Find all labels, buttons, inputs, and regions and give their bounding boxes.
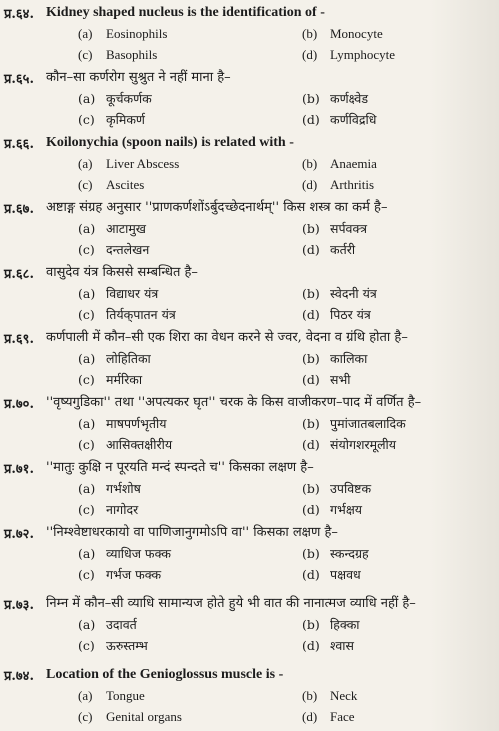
option-text: पिठर यंत्र: [330, 307, 371, 322]
option-text: Anaemia: [330, 156, 377, 171]
option-label: (d): [302, 372, 320, 387]
question-text: वासुदेव यंत्र किससे सम्बन्धित है–: [46, 265, 198, 280]
question-number: प्र.७३.: [4, 598, 34, 613]
option-text: Face: [330, 709, 355, 724]
option-label: (a): [78, 481, 96, 496]
option-d: [302, 371, 350, 389]
option-text: स्कन्दग्रह: [330, 546, 369, 561]
option-text: दन्तलेखन: [106, 242, 150, 257]
option-text: ऊरुस्तम्भ: [106, 638, 148, 653]
option-label: (d): [302, 242, 320, 257]
question-text: ''निम्श्वेष्टाधरकायो वा पाणिजानुगमोऽपि वा'' किसका लक्षण है–: [46, 525, 338, 540]
option-d: [302, 111, 376, 129]
option-a: [78, 480, 141, 498]
option-label: (b): [302, 546, 320, 561]
option-text: Ascites: [106, 177, 145, 192]
option-text: उपविष्टक: [330, 481, 372, 496]
option-d: [302, 501, 362, 519]
option-label: (c): [78, 242, 95, 257]
option-d: [302, 306, 371, 324]
option-text: कृमिकर्ण: [106, 112, 145, 127]
question-text: कर्णपाली में कौन–सी एक शिरा का वेधन करने से ज्वर, वेदना व ग्रंथि होता है–: [46, 330, 408, 345]
option-text: कर्तरी: [330, 242, 356, 257]
option-text: श्वास: [330, 638, 354, 653]
option-text: पुमांजातबलादिक: [330, 416, 406, 431]
option-label: (c): [78, 638, 95, 653]
option-label: (c): [78, 177, 93, 192]
option-label: (d): [302, 47, 318, 62]
option-c: [78, 371, 142, 389]
option-a: [78, 220, 146, 238]
option-c: [78, 566, 161, 584]
question-number: प्र.७४.: [4, 669, 34, 684]
option-text: सभी: [330, 372, 351, 387]
option-text: संयोगशरमूलीय: [330, 437, 397, 452]
option-label: (d): [302, 307, 320, 322]
option-c: [78, 176, 144, 194]
option-b: [302, 350, 367, 368]
option-label: (b): [302, 286, 320, 301]
option-text: आसिक्तक्षीरीय: [106, 437, 173, 452]
question-text: ''मातुः कुक्षि न पूरयति मन्दं स्पन्दते च'' किसका लक्षण है–: [46, 460, 314, 475]
option-a: [78, 545, 171, 563]
option-text: Eosinophils: [106, 26, 168, 41]
question-64: [0, 4, 499, 68]
option-label: (a): [78, 156, 93, 171]
option-label: (b): [302, 156, 318, 171]
question-number: प्र.६६.: [4, 137, 34, 152]
option-label: (d): [302, 437, 320, 452]
option-a: [78, 687, 145, 705]
option-b: [302, 480, 371, 498]
option-text: कर्णविद्रधि: [330, 112, 377, 127]
option-d: [302, 176, 374, 194]
option-label: (d): [302, 502, 320, 517]
option-c: [78, 708, 182, 726]
question-65: [0, 69, 499, 133]
question-text: अष्टाङ्ग संग्रह अनुसार ''प्राणकर्णशोंऽर्बुदच्छेदनार्थम्'' किस शस्त्र का कर्म है–: [46, 200, 388, 215]
question-67: [0, 199, 499, 263]
option-d: [302, 637, 354, 655]
option-b: [302, 687, 357, 705]
question-70: [0, 394, 499, 458]
option-b: [302, 415, 406, 433]
option-text: Neck: [330, 688, 358, 703]
option-text: व्याधिज फक्क: [106, 546, 171, 561]
question-number: प्र.६७.: [4, 202, 34, 217]
option-text: गर्भशोष: [106, 481, 141, 496]
option-c: [78, 436, 172, 454]
option-b: [302, 616, 360, 634]
option-text: कूर्चकर्णक: [106, 91, 152, 106]
option-text: पक्षवध: [330, 567, 361, 582]
option-label: (c): [78, 709, 93, 724]
question-69: [0, 329, 499, 393]
option-label: (b): [302, 221, 320, 236]
option-c: [78, 46, 157, 64]
option-label: (a): [78, 416, 96, 431]
option-label: (b): [302, 91, 320, 106]
option-text: Tongue: [106, 688, 145, 703]
question-text: कौन–सा कर्णरोग सुश्रुत ने नहीं माना है–: [46, 70, 231, 85]
option-label: (b): [302, 26, 318, 41]
option-a: [78, 155, 179, 173]
option-label: (c): [78, 437, 95, 452]
option-text: सर्पवक्त्र: [330, 221, 368, 236]
option-text: स्वेदनी यंत्र: [330, 286, 377, 301]
option-text: गर्भक्षय: [330, 502, 363, 517]
option-text: उदावर्त: [106, 617, 137, 632]
option-text: तिर्यक्‌पातन यंत्र: [106, 307, 176, 322]
option-a: [78, 415, 166, 433]
option-b: [302, 545, 369, 563]
option-label: (d): [302, 112, 320, 127]
option-label: (a): [78, 617, 96, 632]
option-a: [78, 350, 151, 368]
option-label: (b): [302, 481, 320, 496]
option-text: माषपर्णभृतीय: [106, 416, 167, 431]
question-number: प्र.७०.: [4, 397, 34, 412]
option-text: Lymphocyte: [330, 47, 395, 62]
option-c: [78, 637, 148, 655]
option-text: आटामुख: [106, 221, 147, 236]
option-text: Arthritis: [330, 177, 375, 192]
option-d: [302, 708, 355, 726]
question-text: ''वृष्यगुडिका'' तथा ''अपत्यकर घृत'' चरक के किस वाजीकरण–पाद में वर्णित है–: [46, 395, 422, 410]
option-b: [302, 155, 377, 173]
option-label: (b): [302, 617, 320, 632]
question-number: प्र.६९.: [4, 332, 34, 347]
option-label: (b): [302, 688, 318, 703]
option-label: (c): [78, 502, 95, 517]
question-number: प्र.७२.: [4, 527, 34, 542]
option-label: (d): [302, 177, 318, 192]
option-a: [78, 285, 158, 303]
option-label: (c): [78, 47, 93, 62]
option-label: (a): [78, 26, 93, 41]
question-66: [0, 134, 499, 198]
option-b: [302, 25, 383, 43]
option-text: मर्मरिका: [106, 372, 143, 387]
question-text: Kidney shaped nucleus is the identification of -: [46, 5, 325, 20]
question-number: प्र.६५.: [4, 72, 34, 87]
option-b: [302, 90, 368, 108]
option-text: विद्याधर यंत्र: [106, 286, 159, 301]
question-73: [0, 595, 499, 659]
option-b: [302, 285, 377, 303]
option-c: [78, 501, 138, 519]
question-number: प्र.६८.: [4, 267, 34, 282]
question-text: निम्न में कौन–सी व्याधि सामान्यज होते हुये भी वात की नानात्मज व्याधि नहीं है–: [46, 596, 416, 611]
question-text: Koilonychia (spoon nails) is related with -: [46, 135, 294, 150]
option-d: [302, 46, 395, 64]
option-label: (d): [302, 638, 320, 653]
option-a: [78, 616, 137, 634]
option-text: लोहितिका: [106, 351, 151, 366]
option-d: [302, 566, 361, 584]
question-number: प्र.६४.: [4, 7, 34, 22]
option-c: [78, 111, 145, 129]
option-text: Monocyte: [330, 26, 383, 41]
question-text: Location of the Genioglossus muscle is -: [46, 667, 284, 682]
option-d: [302, 241, 355, 259]
question-71: [0, 459, 499, 523]
option-c: [78, 241, 149, 259]
option-label: (d): [302, 709, 318, 724]
option-text: नागोदर: [106, 502, 139, 517]
question-74: [0, 666, 499, 730]
option-d: [302, 436, 396, 454]
option-text: Liver Abscess: [106, 156, 180, 171]
option-label: (a): [78, 351, 96, 366]
option-c: [78, 306, 176, 324]
option-text: Genital organs: [106, 709, 182, 724]
option-label: (a): [78, 546, 96, 561]
option-label: (c): [78, 567, 95, 582]
option-label: (a): [78, 286, 96, 301]
question-number: प्र.७१.: [4, 462, 34, 477]
option-label: (c): [78, 307, 95, 322]
option-text: कालिका: [330, 351, 368, 366]
option-label: (a): [78, 221, 96, 236]
option-label: (b): [302, 351, 320, 366]
option-label: (a): [78, 91, 96, 106]
option-text: Basophils: [106, 47, 158, 62]
option-label: (c): [78, 372, 95, 387]
option-a: [78, 25, 167, 43]
option-b: [302, 220, 367, 238]
question-68: [0, 264, 499, 328]
question-72: [0, 524, 499, 588]
option-label: (c): [78, 112, 95, 127]
option-label: (d): [302, 567, 320, 582]
option-a: [78, 90, 152, 108]
option-label: (b): [302, 416, 320, 431]
option-label: (a): [78, 688, 93, 703]
option-text: कर्णक्ष्वेड: [330, 91, 369, 106]
option-text: हिक्का: [330, 617, 360, 632]
option-text: गर्भज फक्क: [106, 567, 162, 582]
